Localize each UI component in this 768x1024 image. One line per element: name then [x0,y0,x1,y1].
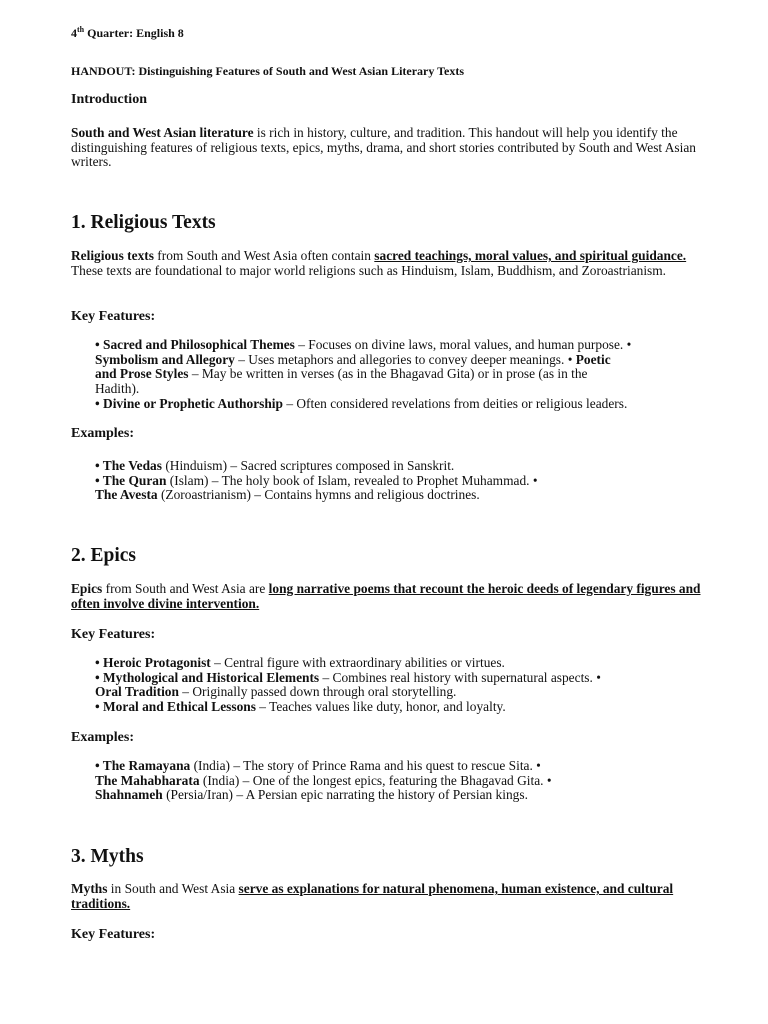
intro-paragraph [71,126,721,170]
list-item: • Sacred and Philosophical Themes – Focuses on divine laws, moral values, and human purpose. • [95,337,632,352]
quarter-suffix: th [77,25,85,34]
religious-features-heading: Key Features: [71,309,156,324]
intro-text: is rich in history, culture, and tradition. This handout will help you identify the distinguishing features of religious texts, epics, myths, drama, and short stories contributed by South and West Asian writers. [71,125,696,170]
list-item: • Mythological and Historical Elements – Combines real history with supernatural aspects. • [95,669,601,685]
myths-lead-bold: Myths [71,881,108,896]
list-item: • Divine or Prophetic Authorship – Often considered revelations from deities or religious leaders. [95,395,628,411]
list-item: Symbolism and Allegory – Uses metaphors and allegories to convey deeper meanings. • Poetic [95,351,611,367]
religious-examples-heading: Examples: [71,426,134,441]
list-item: • The Ramayana (India) – The story of Prince Rama and his quest to rescue Sita. • [95,758,541,773]
religious-lead-mid: from South and West Asia often contain [153,248,375,263]
religious-lead-paragraph [71,249,721,278]
list-item: • Moral and Ethical Lessons – Teaches values like duty, honor, and loyalty. [95,699,506,715]
epics-lead-paragraph [71,582,721,611]
list-item: • The Quran (Islam) – The holy book of Islam, revealed to Prophet Muhammad. • [95,472,538,488]
list-item: The Mahabharata (India) – One of the longest epics, featuring the Bhagavad Gita. • [95,772,552,788]
list-item: Hadith). [95,381,140,397]
section-heading-religious: 1. Religious Texts [71,212,216,233]
list-item: • The Vedas (Hinduism) – Sacred scriptures composed in Sanskrit. [95,458,455,473]
quarter-header [71,22,184,41]
religious-features-list [95,338,715,412]
list-item: and Prose Styles – May be written in verses (as in the Bhagavad Gita) or in prose (as in the [95,366,588,382]
handout-title: HANDOUT: Distinguishing Features of South and West Asian Literary Texts [71,64,465,78]
myths-features-heading: Key Features: [71,927,156,942]
religious-examples-list [95,459,715,503]
myths-lead-paragraph [71,882,721,911]
intro-heading: Introduction [71,92,147,107]
epics-lead-mid: from South and West Asia are [102,581,269,596]
myths-lead-underlined: serve as explanations for natural phenomena, human existence, and cultural traditions. [71,881,674,911]
list-item: Oral Tradition – Originally passed down through oral storytelling. [95,684,457,700]
religious-lead-end: These texts are foundational to major world religions such as Hinduism, Islam, Buddhism, and Zoroastrianism. [71,262,667,278]
epics-examples-heading: Examples: [71,730,134,745]
list-item: Shahnameh (Persia/Iran) – A Persian epic narrating the history of Persian kings. [95,787,528,803]
epics-lead-underlined: long narrative poems that recount the heroic deeds of legendary figures and often involve divine intervention. [71,581,701,611]
quarter-course: Quarter: English 8 [84,26,184,40]
epics-examples-list [95,759,715,803]
list-item: • Heroic Protagonist – Central figure with extraordinary abilities or virtues. [95,655,505,670]
myths-lead-mid: in South and West Asia [107,881,239,896]
list-item: The Avesta (Zoroastrianism) – Contains hymns and religious doctrines. [95,487,480,503]
section-heading-epics: 2. Epics [71,545,137,566]
epics-features-heading: Key Features: [71,627,156,642]
intro-lead: South and West Asian literature [71,125,254,140]
quarter-number: 4 [71,26,77,40]
religious-lead-bold: Religious texts [71,248,154,263]
epics-features-list [95,656,715,715]
section-heading-myths: 3. Myths [71,846,144,867]
epics-lead-bold: Epics [71,581,103,596]
religious-lead-underlined: sacred teachings, moral values, and spiritual guidance. [374,248,687,263]
